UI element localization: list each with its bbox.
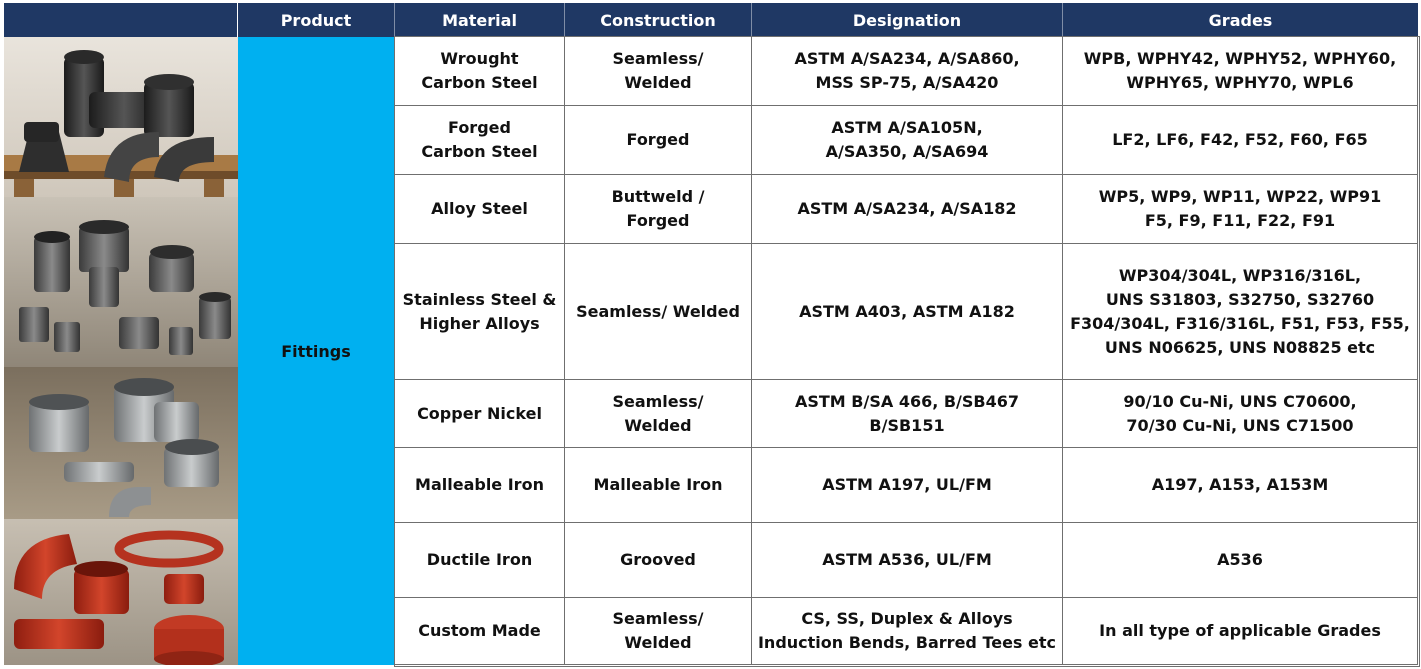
header-designation: Designation — [752, 3, 1063, 37]
header-grades: Grades — [1063, 3, 1418, 37]
grades-cell: LF2, LF6, F42, F52, F60, F65 — [1063, 106, 1418, 175]
pipe-fittings-on-pallet-icon — [4, 37, 238, 197]
construction-cell: Malleable Iron — [565, 448, 752, 523]
grades-cell: WP5, WP9, WP11, WP22, WP91 F5, F9, F11, F22, F91 — [1063, 175, 1418, 244]
material-cell: Forged Carbon Steel — [395, 106, 565, 175]
grades-cell: WPB, WPHY42, WPHY52, WPHY60, WPHY65, WPHY70, WPL6 — [1063, 37, 1418, 106]
grades-cell: 90/10 Cu-Ni, UNS C70600, 70/30 Cu-Ni, UNS C71500 — [1063, 380, 1418, 448]
forged-fittings-photo — [4, 197, 238, 367]
designation-cell: ASTM A197, UL/FM — [752, 448, 1063, 523]
designation-cell: ASTM A/SA234, A/SA860, MSS SP-75, A/SA420 — [752, 37, 1063, 106]
designation-cell: ASTM A536, UL/FM — [752, 523, 1063, 598]
construction-cell: Grooved — [565, 523, 752, 598]
construction-cell: Seamless/ Welded — [565, 244, 752, 380]
material-cell: Copper Nickel — [395, 380, 565, 448]
construction-cell: Forged — [565, 106, 752, 175]
material-cell: Stainless Steel & Higher Alloys — [395, 244, 565, 380]
header-material: Material — [395, 3, 565, 37]
carbon-steel-fittings-photo — [4, 37, 238, 197]
material-cell: Alloy Steel — [395, 175, 565, 244]
designation-cell: ASTM A/SA105N, A/SA350, A/SA694 — [752, 106, 1063, 175]
header-blank-cell — [4, 3, 237, 37]
material-cell: Malleable Iron — [395, 448, 565, 523]
material-cell: Custom Made — [395, 598, 565, 665]
grooved-fittings-photo — [4, 519, 238, 665]
construction-cell: Buttweld / Forged — [565, 175, 752, 244]
designation-cell: CS, SS, Duplex & Alloys Induction Bends, Barred Tees etc — [752, 598, 1063, 665]
construction-cell: Seamless/ Welded — [565, 598, 752, 665]
galvanized-fittings-photo — [4, 367, 238, 519]
product-photos — [4, 37, 238, 665]
header-product: Product — [238, 3, 395, 37]
header-construction: Construction — [565, 3, 752, 37]
red-grooved-fittings-icon — [4, 519, 238, 665]
designation-cell: ASTM B/SA 466, B/SB467 B/SB151 — [752, 380, 1063, 448]
galvanized-malleable-fittings-icon — [4, 367, 238, 519]
construction-cell: Seamless/ Welded — [565, 37, 752, 106]
product-fittings-cell: Fittings — [238, 37, 394, 665]
designation-cell: ASTM A/SA234, A/SA182 — [752, 175, 1063, 244]
grades-cell: A536 — [1063, 523, 1418, 598]
designation-cell: ASTM A403, ASTM A182 — [752, 244, 1063, 380]
grades-cell: In all type of applicable Grades — [1063, 598, 1418, 665]
grades-cell: WP304/304L, WP316/316L, UNS S31803, S32750, S32760 F304/304L, F316/316L, F51, F53, F55, UNS N06625, UNS N08825 etc — [1063, 244, 1418, 380]
forged-threaded-fittings-icon — [4, 197, 238, 367]
material-cell: Ductile Iron — [395, 523, 565, 598]
grades-cell: A197, A153, A153M — [1063, 448, 1418, 523]
material-cell: Wrought Carbon Steel — [395, 37, 565, 106]
construction-cell: Seamless/ Welded — [565, 380, 752, 448]
